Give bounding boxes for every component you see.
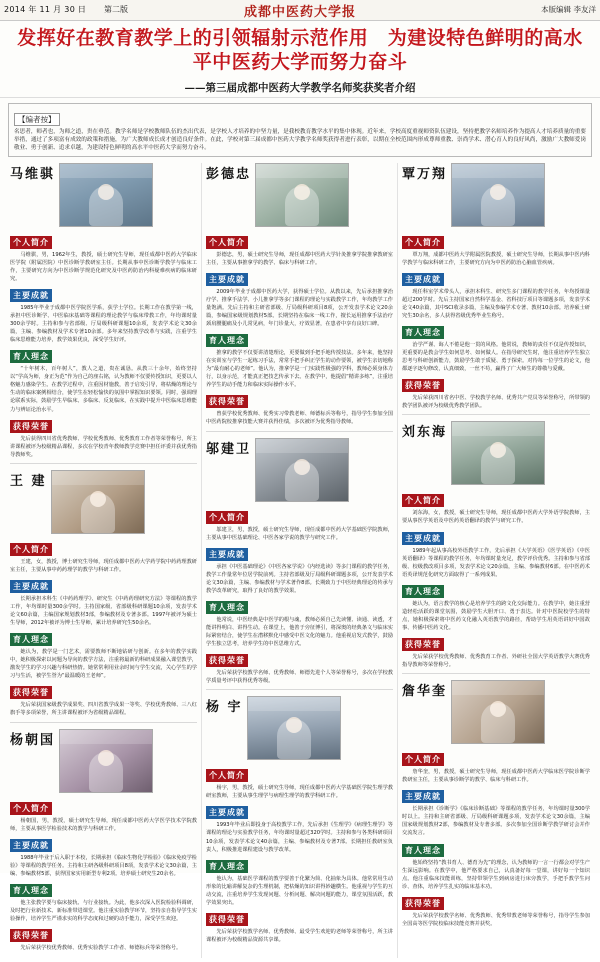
profile-header bbox=[10, 470, 197, 534]
column-left bbox=[6, 163, 202, 958]
profile-text: 马维骐，男，1962年生，教授，硕士研究生导师，现任成都中医药大学临床医学院（附属医院）中医诊断学教研室主任。长期从事中医诊断学教学与临床工作，主要研究方向为中医诊断学规范化研究及中医药防治内科疑难疾病的临床研究。 bbox=[10, 251, 197, 282]
section-label-achievement: 主要成就 bbox=[402, 790, 444, 803]
section-label-achievement: 主要成就 bbox=[10, 580, 52, 593]
section-label-honor: 获得荣誉 bbox=[206, 654, 248, 667]
section-label-honor: 获得荣誉 bbox=[402, 897, 444, 910]
section-label-honor: 获得荣誉 bbox=[10, 686, 52, 699]
section-label-profile: 个人简介 bbox=[206, 236, 248, 249]
philosophy-text: 推拿的教学不仅要讲清楚理论，更要做到手把手地传授技法。多年来，他坚持在实训室与学生一起练习手法，常常手把手纠正学生的动作要领，被学生亲切地称为“最有耐心的老师”。他认为，推拿学是一门实践性极强的学科，教师必须身体力行，以身示范，才能真正把技艺传承下去。在教学中，他提倡“精讲多练”，注重培养学生的动手能力和临床实际操作水平。 bbox=[206, 350, 393, 389]
profile-text: 王建，女，教授，博士研究生导师，现任成都中医药大学药学院中药药理教研室主任，主要从事中药药理学的教学与科研工作。 bbox=[10, 558, 197, 573]
section-label-philosophy: 育人理念 bbox=[10, 350, 52, 363]
section-label-philosophy: 育人理念 bbox=[10, 633, 52, 646]
profile-text: 邬建卫，男，教授，硕士研究生导师，现任成都中医药大学基础医学院教师，主要从事中医基础理论、中医各家学说的教学与研究工作。 bbox=[206, 526, 393, 541]
profile-header bbox=[206, 696, 393, 760]
honor-text: 先后荣获学校教学名师、优秀教师、最受学生欢迎的老师等荣誉称号，所主讲课程被评为校级精品资源共享课。 bbox=[206, 928, 393, 943]
person-name: 彭德忠 bbox=[206, 166, 252, 182]
portrait-photo bbox=[451, 680, 545, 744]
profiles-grid bbox=[0, 161, 600, 962]
profile-card bbox=[10, 729, 197, 953]
achievement-text: 2009年毕业于成都中医药大学，获得硕士学位。从教以来，先后承担推拿治疗学、推拿手法学、小儿推拿学等多门课程的理论与实践教学工作，年均教学工作量饱满。先后主持和主研省部级、厅局级科研项目8项，公开发表学术论文20余篇，参编国家级规划教材5部。长期坚持在临床一线工作，擅长运用推拿手法治疗颈肩腰腿痛及小儿常见病，年门诊量大，疗效显著，在患者中享有良好口碑。 bbox=[206, 288, 393, 328]
achievement-text: 1989年起从事高校外语教学工作，先后承担《大学英语》《医学英语》《中医英语翻译》等课程的教学任务，年均课时量充足，教学评价优秀。主持和参与省部级、校级教改项目多项，发表学术论文20余篇，主编、参编教材6部。在中医药术语英译规范化研究方面取得了一系列成果。 bbox=[402, 547, 590, 578]
section-label-achievement: 主要成就 bbox=[206, 806, 248, 819]
philosophy-text: 他认为，基础医学课程的教学要善于化繁为简、化抽象为具体。他常常用生动形象的比喻讲解复杂的生理机制，把枯燥的知识讲得妙趣横生。他重视与学生的互动交流，注重培养学生发现问题、分析问题、解决问题的能力，课堂氛围活跃，教学效果突出。 bbox=[206, 875, 393, 906]
philosophy-text: 他始终坚持“教书育人、德育为先”的理念，认为教师的一言一行都会对学生产生深远影响。在教学中，他严格要求自己，认真备好每一堂课，讲好每一个知识点。他注重临床技能训练，坚持带领学生到病房进行床旁教学，手把手教学生问诊、查体，培养学生扎实的临床基本功。 bbox=[402, 859, 590, 890]
person-name: 覃万翔 bbox=[402, 166, 448, 182]
section-label-profile: 个人简介 bbox=[10, 802, 52, 815]
person-name: 杨 宇 bbox=[206, 700, 243, 716]
divider bbox=[402, 673, 590, 674]
section-label-philosophy: 育人理念 bbox=[402, 326, 444, 339]
section-label-achievement: 主要成就 bbox=[206, 273, 248, 286]
section-label-honor: 获得荣誉 bbox=[402, 638, 444, 651]
profile-header bbox=[402, 421, 590, 485]
achievement-text: 1988年毕业于后入职于本校，长期承担《临床生物化学检验》《临床免疫学检验》等课程的教学任务。主持和主研各级科研项目8项，发表学术论文30余篇，主编、参编教材5部，获得国家实用新型专利2项。培养硕士研究生20余名。 bbox=[10, 854, 197, 877]
section-label-philosophy: 育人理念 bbox=[206, 334, 248, 347]
achievement-text: 承担《中医基础理论》《中医各家学说》《内经选读》等多门课程的教学任务，教学工作量常年位居学院前列。主持省部级及厅局级科研课题多项，公开发表学术论文30余篇，主编、参编教材与学术著作8部。长期致力于中医经典理论的传承与教学改革研究，取得了良好的教学效果。 bbox=[206, 563, 393, 594]
section-label-achievement: 主要成就 bbox=[402, 273, 444, 286]
portrait-photo bbox=[451, 163, 545, 227]
honor-text: 先后荣获国家级教学成果奖、四川省教学成果一等奖、学校优秀教师、三八红旗手等多项荣誉，所主讲课程被评为省级精品课程。 bbox=[10, 702, 197, 717]
divider bbox=[402, 414, 590, 415]
divider bbox=[206, 689, 393, 690]
section-label-profile: 个人简介 bbox=[402, 753, 444, 766]
portrait-photo bbox=[59, 729, 153, 793]
person-name: 詹华奎 bbox=[402, 684, 448, 700]
profile-text: 杨朝国，男，教授，硕士研究生导师，现任成都中医药大学医学技术学院教师，主要从事医学检验技术的教学与科研工作。 bbox=[10, 817, 197, 832]
person-name: 王 建 bbox=[10, 473, 47, 489]
editor-note bbox=[8, 103, 592, 157]
person-name: 马维骐 bbox=[10, 166, 56, 182]
section-label-philosophy: 育人理念 bbox=[206, 860, 248, 873]
person-name: 杨朝国 bbox=[10, 732, 56, 748]
profile-card bbox=[402, 421, 590, 674]
achievement-text: 长期承担本科生《中药药理学》、研究生《中药药理研究方法》等课程的教学工作，年均课时量300余学时。主持国家级、省部级科研课题10余项，发表学术论文60余篇，主编国家规划教材3部，参编教材及专著多部。1997年被评为硕士生导师，2012年被评为博士生导师，累计培养研究生50余名。 bbox=[10, 595, 197, 627]
divider bbox=[10, 722, 197, 723]
philosophy-text: 她认为，教学是一门艺术，需要教师不断地钻研与创新。在多年的教学实践中，她积极探索以问题为导向的教学方法，注重将最新的科研成果融入课堂教学，激发学生的学习兴趣与科研热情。她常常利用业余时间与学生交流，关心学生的学习与生活，被学生誉为“最温暖的王老师”。 bbox=[10, 649, 197, 680]
honor-text: 先后荣获学校优秀教师、优秀实验教学工作者、师德标兵等荣誉称号。 bbox=[20, 945, 182, 952]
profile-text: 杨宇，男，教授，硕士研究生导师，现任成都中医药大学基础医学院生理学教研室教师，主要从事生理学与病理生理学的教学科研工作。 bbox=[206, 785, 393, 800]
philosophy-text: 她认为，语言教学的核心是培养学生的跨文化交际能力。在教学中，她注重营造轻松活跃的课堂氛围，鼓励学生大胆开口、勇于表达。针对中医院校学生的特点，她积极探索将中医药文化融入英语教学的路径，帮助学生用英语讲好中国故事、传播中医药文化。 bbox=[402, 600, 590, 631]
honor-text: 先后荣获学校优秀教师、优秀教育工作者、外研社全国大学英语教学大赛优秀指导教师等荣誉称号。 bbox=[402, 654, 590, 669]
person-name: 刘东海 bbox=[402, 425, 448, 441]
section-label-profile: 个人简介 bbox=[402, 236, 444, 249]
editor-credit: 本版编辑 李友洋 bbox=[541, 5, 596, 14]
profile-header bbox=[206, 163, 393, 227]
section-label-philosophy: 育人理念 bbox=[206, 601, 248, 614]
divider bbox=[206, 431, 393, 432]
profile-header bbox=[10, 729, 197, 793]
masthead bbox=[0, 0, 600, 21]
honor-text: 先后荣获学校教学名师、优秀教师、优秀带教老师等荣誉称号，指导学生参加全国高等医学院校临床技能竞赛并获奖。 bbox=[402, 912, 590, 927]
section-label-profile: 个人简介 bbox=[206, 769, 248, 782]
profile-text: 覃万翔，成都中医药大学附属医院教授，硕士研究生导师，长期从事中医内科学教学与临床科研工作，主要研究方向为中医药防治心脑血管疾病。 bbox=[402, 251, 590, 266]
section-label-achievement: 主要成就 bbox=[10, 839, 52, 852]
headline-block bbox=[0, 21, 600, 98]
profile-text: 詹华奎，男，教授，硕士研究生导师，现任成都中医药大学临床医学院诊断学教研室主任，主要从事诊断学的教学、临床与科研工作。 bbox=[402, 769, 590, 784]
section-label-honor: 获得荣誉 bbox=[206, 395, 248, 408]
profile-card bbox=[206, 438, 393, 691]
profile-header bbox=[206, 438, 393, 502]
column-right bbox=[398, 163, 594, 958]
section-label-honor: 获得荣誉 bbox=[10, 929, 52, 942]
column-center bbox=[202, 163, 398, 958]
achievement-text: 现任科室学术带头人，承担本科生、研究生多门课程的教学任务，年均授课量超过200学时。先后主持国家自然科学基金、省科技厅项目等课题多项，发表学术论文40余篇，其中SCI收录多篇，主编及参编学术专著、教材10余部。培养硕士研究生30余名，多人获得省级优秀毕业生称号。 bbox=[402, 288, 590, 319]
publication-date: 2014 年 11 月 30 日 bbox=[4, 5, 87, 14]
section-label-profile: 个人简介 bbox=[10, 543, 52, 556]
achievement-text: 1993年毕业后即投身于高校教学工作，先后承担《生理学》《病理生理学》等课程的理论与实验教学任务，年均课时量超过320学时。主持和参与各类科研项目10余项，发表学术论文40余篇，主编、参编教材及专著7部。长期担任教研室负责人，积极推进课程建设与教学改革。 bbox=[206, 822, 393, 853]
page-title: 发挥好在教育教学上的引领辐射示范作用 为建设特色鲜明的高水平中医药大学而努力奋斗 bbox=[17, 27, 583, 73]
profile-header bbox=[402, 680, 590, 744]
profile-card bbox=[206, 696, 393, 944]
portrait-photo bbox=[451, 421, 545, 485]
profile-text: 刘东海，女，教授，硕士研究生导师，现任成都中医药大学外语学院教师，主要从事医学英语及中医药英语翻译的教学与研究工作。 bbox=[402, 510, 590, 525]
honor-text: 先后荣获学校教学名师、优秀教师、师德先进个人等荣誉称号，多次在学校教学质量考评中获得优秀等级。 bbox=[206, 670, 393, 685]
section-label-philosophy: 育人理念 bbox=[10, 884, 52, 897]
section-label-honor: 获得荣誉 bbox=[206, 913, 248, 926]
editor-note-tag: 【编者按】 bbox=[14, 113, 60, 126]
section-label-honor: 获得荣誉 bbox=[402, 379, 444, 392]
profile-card bbox=[402, 680, 590, 928]
page-subtitle: ——第三届成都中医药大学教学名师奖获奖者介绍 bbox=[184, 81, 416, 94]
section-label-philosophy: 育人理念 bbox=[402, 585, 444, 598]
divider bbox=[10, 463, 197, 464]
person-name: 邬建卫 bbox=[206, 441, 252, 457]
philosophy-text: 他常说，中医经典是中医学的根与魂，教师必须自己先读懂、读通、读透，才能讲得明白、讲得生动。在课堂上，他善于旁征博引，将深奥的经典条文与临床实际紧密结合，使学生在潜移默化中感受中医文化的魅力。他重视启发式教学，鼓励学生独立思考，培养学生的中医思维方式。 bbox=[206, 616, 393, 648]
section-label-achievement: 主要成就 bbox=[402, 532, 444, 545]
portrait-photo bbox=[247, 696, 341, 760]
section-label-profile: 个人简介 bbox=[10, 236, 52, 249]
section-label-achievement: 主要成就 bbox=[10, 289, 52, 302]
portrait-photo bbox=[255, 438, 349, 502]
section-label-profile: 个人简介 bbox=[402, 494, 444, 507]
philosophy-text: “十年树木，百年树人”，教人之道，贵在诚恳。从教三十余年，始终坚持以“学高为师，身正为范”作为自己的座右铭，认为教师不仅要传授知识，更要以人格魅力感染学生。在教学过程中，注重因材施教，善于启发引导，将枯燥的理论与生动的临床案例相结合，使学生在轻松愉快的氛围中掌握知识要领。同时，强调理论联系实际，鼓励学生早临床、多临床、反复临床，在实践中提升中医临床思维能力与辨证论治水平。 bbox=[10, 366, 197, 413]
portrait-photo bbox=[51, 470, 145, 534]
honor-text: 曾获学校优秀教师、优秀实习带教老师、师德标兵等称号，指导学生参加全国中医药院校推拿技能大赛并获得佳绩，多次被评为优秀指导教师。 bbox=[206, 411, 393, 426]
newspaper-logo: 成都中医药大学报 bbox=[243, 5, 357, 20]
section-label-philosophy: 育人理念 bbox=[402, 844, 444, 857]
philosophy-text: 治学严谨、诲人不倦是他一贯的风格。他常说，教师的责任不仅是传授知识，更重要的是教会学生如何思考、如何做人。在指导研究生时，他注重培养学生独立思考与科研创新能力，鼓励学生敢于质疑、勇于探索。对待每一位学生的论文，他都逐字逐句修改，认真细致，一丝不苟，赢得了广大师生的尊敬与爱戴。 bbox=[402, 342, 590, 373]
editor-note-text: 名思者，师者也，为师之道，贵在垂范。教学名师是学校教师队伍的杰出代表，是学校人才培养的中坚力量，是我校教育教学水平的集中体现。近年来，学校高度重视师资队伍建设，坚持把教学名师培养作为提高人才培养质量的重要举措，通过了多项富有成效的政策和措施，为广大教师成长成才创造良好条件。在此，学校对第三届成都中医药大学教学名师奖获得者进行表彰，以期在全校范围内形成尊师重教、崇尚学术、潜心育人的良好风尚，激励广大教师爱岗敬业、勇于创新、追求卓越，为建设特色鲜明的高水平中医药大学而努力奋斗。 bbox=[14, 128, 586, 152]
achievement-text: 1985年毕业于成都中医学院医学系，获学士学位。长期工作在教学第一线，承担中医诊断学、中医临床基础等课程的理论教学与临床带教工作，年均课时量300余学时。主持和参与省部级、厅局级科研课题10余项，发表学术论文30余篇，主编、参编教材及学术专著10余部。多年来坚持教学改革与实践，注重学生临床思维能力培养，教学效果优良，深受学生好评。 bbox=[10, 304, 197, 344]
section-label-achievement: 主要成就 bbox=[206, 548, 248, 561]
profile-card bbox=[402, 163, 590, 416]
profile-header bbox=[402, 163, 590, 227]
profile-text: 彭德忠，男，硕士研究生导师，现任成都中医药大学针灸推拿学院推拿教研室主任，主要从事推拿学的教学、临床与科研工作。 bbox=[206, 251, 393, 266]
section-label-honor: 获得荣誉 bbox=[10, 420, 52, 433]
profile-card bbox=[206, 163, 393, 432]
honor-text: 先后获得四川省优秀教师、学校优秀教师、优秀教育工作者等荣誉称号，所主讲课程被评为校级精品课程，多次在学校青年教师教学竞赛中担任评委并获优秀指导教师奖。 bbox=[10, 435, 197, 458]
portrait-photo bbox=[59, 163, 153, 227]
philosophy-text: 他主张教学要与临床接轨、与行业接轨。为此，他多次深入医院检验科调研，及时把行业新技术、新标准带进课堂。他注重实验教学环节，坚持亲自指导学生实验操作，培养学生严谨求实的科学态度和过硬的动手能力，深受学生欢迎。 bbox=[10, 899, 197, 922]
profile-card bbox=[10, 470, 197, 723]
portrait-photo bbox=[255, 163, 349, 227]
achievement-text: 长期承担《诊断学》《临床诊断基础》等课程的教学任务，年均课时量300学时以上。主持和主研省部级、厅局级科研课题多项，发表学术论文30余篇，主编国家级规划教材2部，参编教材及专著多部。多次参加全国诊断学教学研讨会并作交流发言。 bbox=[402, 806, 590, 837]
profile-header bbox=[10, 163, 197, 227]
section-label-profile: 个人简介 bbox=[206, 511, 248, 524]
edition-label: 第二版 bbox=[104, 5, 128, 14]
profile-card bbox=[10, 163, 197, 464]
honor-text: 先后荣获四川省名中医、学校教学名师、优秀共产党员等荣誉称号，所带领的教学团队被评为校级优秀教学团队。 bbox=[402, 395, 590, 410]
